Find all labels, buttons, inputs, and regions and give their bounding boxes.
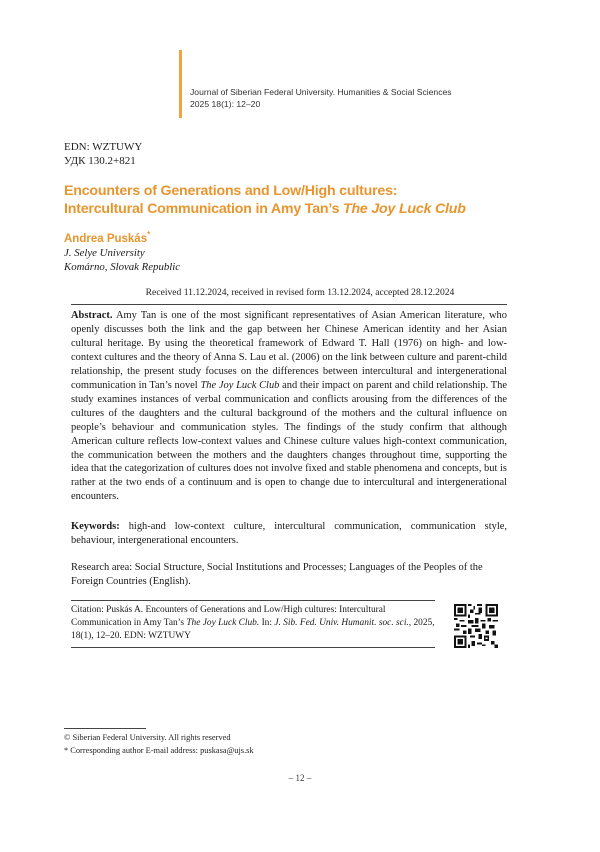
- abstract-text-1: Amy Tan is one of the most significant representatives of Asian American literature, who openly discusses both the link and the gap between her Chinese American identity and her Asian cultural heritage. By using the theoretical framework of Edward T. Hall (1976) on high- and low-context cultures and the theory of Anna S. Lau et al. (2006) on the link between culture and parent-child relationship, the present study focuses on the differences between intercultural and intergenerational communication in Tan’s novel: [71, 310, 507, 391]
- affiliation-location: Komárno, Slovak Republic: [64, 261, 181, 273]
- research-area: Research area: Social Structure, Social Institutions and Processes; Languages of the Peoples of the Foreign Countries (English).: [71, 562, 483, 587]
- abstract: [71, 309, 507, 504]
- qr-code-icon[interactable]: [454, 604, 498, 648]
- author: [64, 230, 150, 245]
- title-line-2: [64, 200, 544, 218]
- footnotes: [64, 731, 254, 757]
- citation-text-1: Citation: Puskás A. Encounters of Generations and Low/High cultures: Intercultural Communication in Amy Tan’s: [71, 605, 386, 628]
- article-title: [64, 182, 544, 218]
- affiliation: [64, 246, 180, 274]
- abstract-text-2: and their impact on parent and child relationship. The study examines instances of verbal communication and conflicts arousing from the differences of the cultures of the daughters and the cultural background of the mothers and the cultural influence on people’s behaviour and communication styles. The findings of the study confirm that although American culture reflects low-context values and Chinese culture values high-context communication, the communication between the mothers and the daughters changes throughout time, supporting the idea that the categorization of cultures does not involve fixed and stable phenomena and concepts, but is rather at the two ends of a continuum and is open to change due to intercultural and intergenerational encounters.: [71, 379, 507, 503]
- udk-id: УДК 130.2+821: [64, 155, 136, 167]
- affiliation-university: J. Selye University: [64, 247, 145, 259]
- page-number: – 12 –: [288, 773, 312, 783]
- citation-journal: J. Sib. Fed. Univ. Humanit. soc. sci.: [274, 617, 409, 628]
- citation-text-2: In:: [259, 617, 275, 628]
- title-line-2-plain: Intercultural Communication in Amy Tan’s: [64, 201, 343, 217]
- citation-divider-bottom: [71, 647, 435, 648]
- title-line-1: Encounters of Generations and Low/High cultures:: [64, 183, 398, 199]
- copyright-note: © Siberian Federal University. All rights reserved: [64, 733, 231, 742]
- citation: [71, 604, 437, 642]
- abstract-divider: [71, 304, 507, 305]
- footnote-divider: [64, 728, 146, 729]
- author-name: Andrea Puskás: [64, 232, 148, 245]
- abstract-label: Abstract.: [71, 310, 113, 321]
- edn-id: EDN: WZTUWY: [64, 141, 143, 153]
- abstract-novel: The Joy Luck Club: [200, 379, 280, 391]
- received-dates: Received 11.12.2024, received in revised form 13.12.2024, accepted 28.12.2024: [145, 287, 455, 298]
- keywords: [71, 520, 507, 548]
- keywords-text: high-and low-context culture, intercultural communication, communication style, behaviour, intergenerational encounters.: [71, 521, 507, 546]
- corresponding-author-note: * Corresponding author E-mail address: puskasa@ujs.sk: [64, 746, 254, 755]
- journal-header: [190, 86, 452, 110]
- author-footnote-mark: *: [147, 230, 151, 239]
- title-novel: The Joy Luck Club: [343, 201, 466, 217]
- keywords-label: Keywords:: [71, 521, 120, 532]
- identifiers: [64, 140, 142, 168]
- citation-novel: The Joy Luck Club.: [186, 617, 260, 628]
- journal-name: Journal of Siberian Federal University. Humanities & Social Sciences: [190, 87, 452, 97]
- citation-text-3: , 2025, 18(1), 12–20. EDN: WZTUWY: [71, 617, 435, 641]
- citation-divider-top: [71, 600, 435, 601]
- journal-accent-bar: [179, 50, 182, 118]
- journal-issue: 2025 18(1): 12–20: [190, 99, 261, 109]
